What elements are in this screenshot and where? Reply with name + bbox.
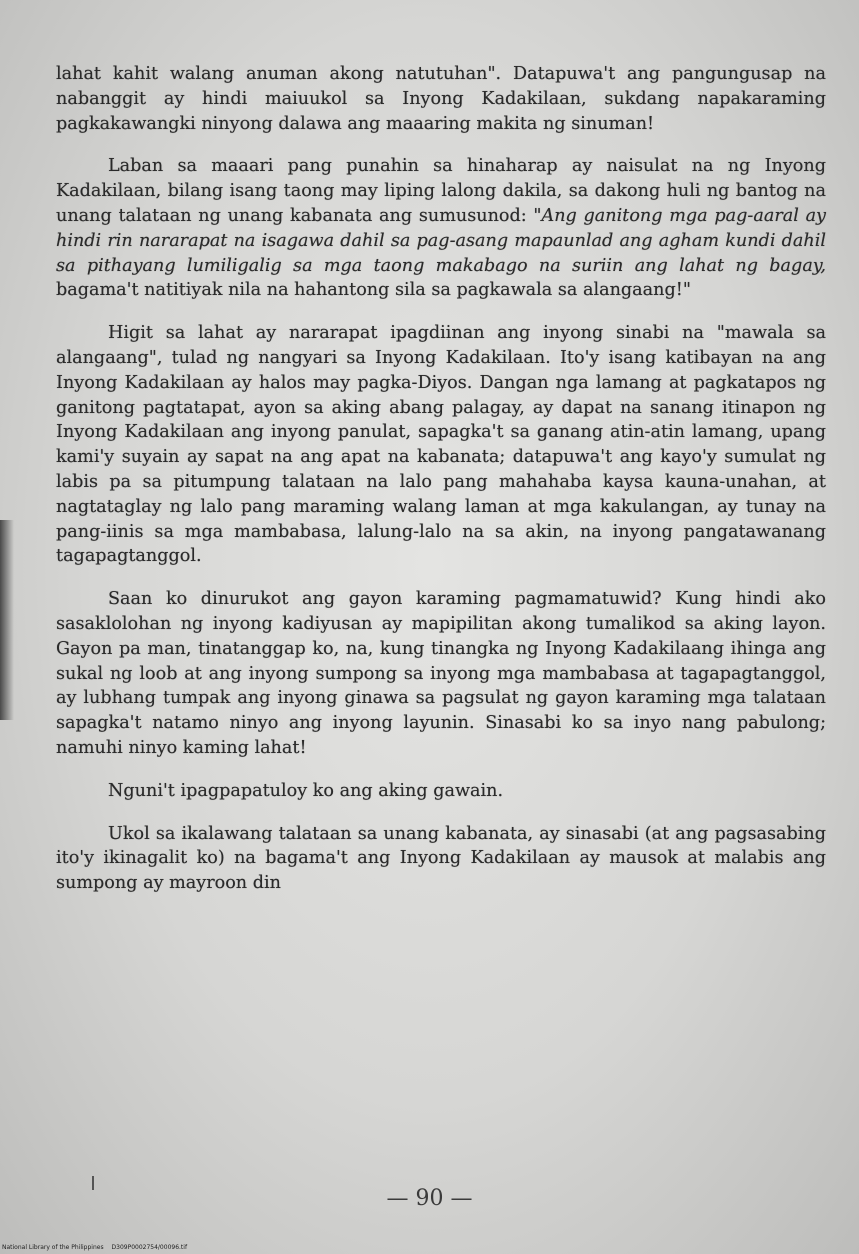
page-body-text <box>56 62 826 914</box>
paragraph-4: Saan ko dinurukot ang gayon karaming pagmamatuwid? Kung hindi ako sasaklolohan ng inyong kadiyusan ay mapipilitan akong tumalikod sa aking layon. Gayon pa man, tinatanggap ko, na, kung tinangka ng Inyong Kadakilaang ihinga ang sukal ng loob at ang inyong sumpong sa inyong mga mambabasa at tagapagtanggol, ay lubhang tumpak ang inyong ginawa sa pagsulat ng gayon karaming mga talataan sapagka't natamo ninyo ang inyong layunin. Sinasabi ko sa inyo nang pabulong; namuhi ninyo kaming lahat! <box>56 589 826 758</box>
paragraph-3: Higit sa lahat ay nararapat ipagdiinan ang inyong sinabi na "mawala sa alangaang", tulad ng nangyari sa Inyong Kadakilaan. Ito'y isang katibayan na ang Inyong Kadakilaan ay halos may pagka-Diyos. Dangan nga lamang at pagkatapos ng ganitong pagtatapat, ayon sa aking abang palagay, ay dapat na sanang itinapon ng Inyong Kadakilaan ang inyong panulat, sapagka't sa ganang atin-atin lamang, upang kami'y suyain ay sapat na ang apat na kabanata; datapuwa't ang kayo'y sumulat ng labis pa sa pitumpung talataan na lalo pang mahahaba kaysa kauna-unahan, at nagtataglay ng lalo pang maraming walang laman at mga kakulangan, ay tunay na pang-iinis sa mga mambabasa, lalung-lalo na sa akin, na inyong pangatawanang tagapagtanggol. <box>56 323 826 567</box>
paragraph-2-quote: "Ang ganitong mga pag-aaral ay hindi rin nararapat na isagawa dahil sa pag-asang mapaunlad ang agham kundi dahil sa pithayang lumiligalig sa mga taong makabago na suriin ang lahat ng bagay, <box>56 205 826 276</box>
footer-library: National Library of the Philippines <box>2 1244 104 1251</box>
paragraph-2 <box>56 154 826 303</box>
page-number: — 90 — <box>386 1186 473 1211</box>
binding-shadow <box>0 520 14 720</box>
paragraph-6: Ukol sa ikalawang talataan sa unang kabanata, ay sinasabi (at ang pagsasabing ito'y ikinagalit ko) na bagama't ang Inyong Kadakilaan ay mausok at malabis ang sumpong ay mayroon din <box>56 823 826 894</box>
footer-code: D309P0002754/00096.tif <box>111 1244 188 1251</box>
paragraph-2-end: bagama't natitiyak nila na hahantong sila sa pagkawala sa alangaang!" <box>56 280 691 301</box>
scan-footer <box>2 1244 193 1252</box>
paragraph-5: Nguni't ipagpapatuloy ko ang aking gawain. <box>108 780 504 801</box>
paragraph-2-lead: Laban sa maaari pang punahin sa hinaharap ay naisulat na ng Inyong Kadakilaan, bilang isang taong may liping lalong dakila, sa dakong huli ng bantog na unang talataan ng unang kabanata ang sumusunod: <box>56 156 826 226</box>
paragraph-1: lahat kahit walang anuman akong natutuhan". Datapuwa't ang pangungusap na nabanggit ay hindi maiuukol sa Inyong Kadakilaan, sukdang napakaraming pagkakawangki ninyong dalawa ang maaaring makita ng sinuman! <box>56 64 826 134</box>
